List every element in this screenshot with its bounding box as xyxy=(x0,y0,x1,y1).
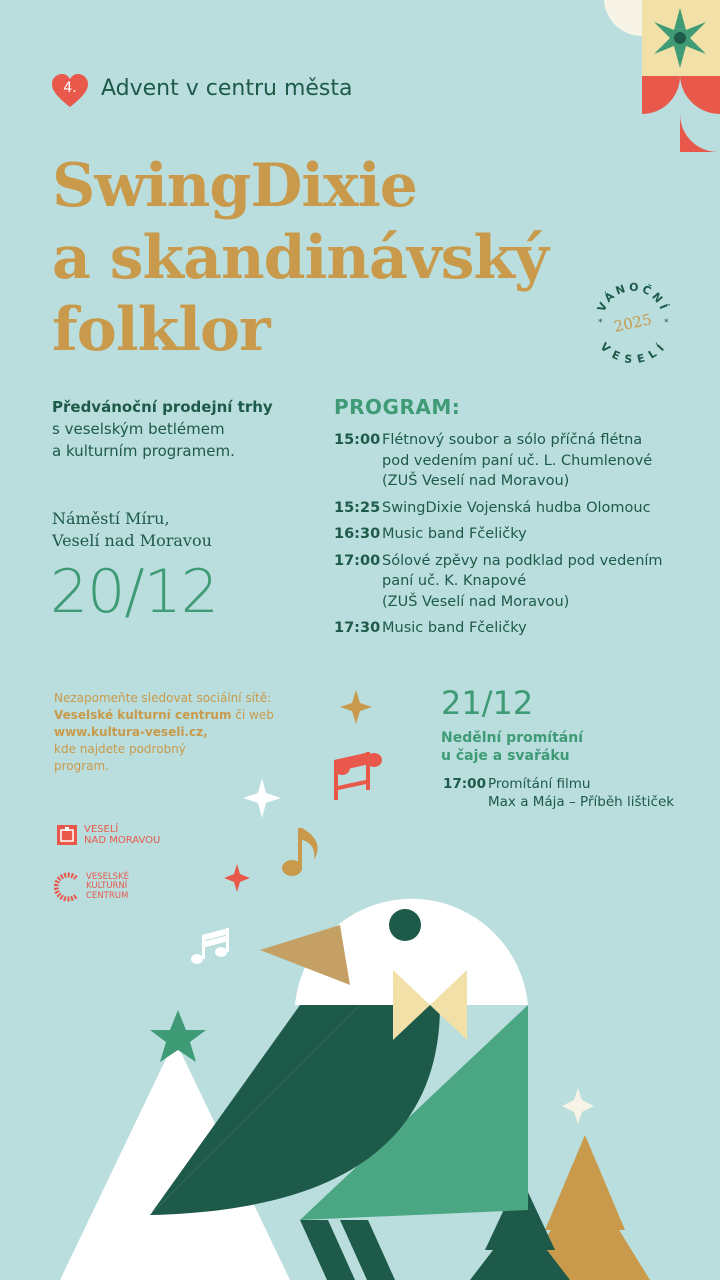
event-number: 4. xyxy=(63,80,77,96)
bird-illustration xyxy=(0,680,720,1280)
social-line: či web xyxy=(231,708,274,722)
title-line: folklor xyxy=(52,295,270,365)
corner-decoration xyxy=(600,0,720,160)
program-item xyxy=(334,551,694,613)
logo-line: NAD MORAVOU xyxy=(84,835,161,846)
stamp-top-text: VÁNOČNÍ xyxy=(594,280,672,314)
program-time: 15:25 xyxy=(334,499,381,516)
second-event-text: Promítání filmu Max a Mája – Příběh lištiček xyxy=(488,776,675,810)
intro-line: a kulturním programem. xyxy=(52,442,235,460)
program-text: Music band Fčeličky xyxy=(382,620,527,636)
svg-text:*: * xyxy=(598,318,603,328)
title-line: a skandinávský xyxy=(52,223,548,293)
intro-text xyxy=(52,396,273,462)
program-time: 17:00 xyxy=(334,552,381,569)
program-text: Sólové zpěvy na podklad pod vedením paní uč. K. Knapové (ZUŠ Veselí nad Moravou) xyxy=(382,552,663,610)
svg-text:*: * xyxy=(664,318,669,328)
svg-text:VESELÍ xyxy=(598,340,669,364)
main-date: 20/12 xyxy=(50,557,218,627)
program-text: Flétnový soubor a sólo příčná flétna pod vedením paní uč. L. Chumlenové (ZUŠ Veselí nad Moravou) xyxy=(382,432,653,489)
music-note-icon xyxy=(282,828,318,876)
second-date: 21/12 xyxy=(441,684,534,722)
program-heading: PROGRAM: xyxy=(334,395,461,419)
title-line: SwingDixie xyxy=(52,151,417,221)
program-time: 17:30 xyxy=(334,620,381,636)
program-text: SwingDixie Vojenská hudba Olomouc xyxy=(382,499,651,516)
page-title xyxy=(52,150,548,366)
social-line: program. xyxy=(54,759,110,773)
program-item xyxy=(334,618,694,639)
program-text: Music band Fčeličky xyxy=(382,526,527,542)
svg-text:VÁNOČNÍ xyxy=(595,281,671,314)
logo-line: CENTRUM xyxy=(86,890,129,901)
second-event-title: Nedělní promítání u čaje a svařáku xyxy=(441,730,584,764)
social-line: Nezapomeňte sledovat sociální sítě: xyxy=(54,691,272,705)
vanocni-veseli-stamp xyxy=(590,278,676,364)
music-note-icon xyxy=(191,928,229,964)
logo-line: KULTURNÍ xyxy=(86,881,128,892)
intro-line: s veselským betlémem xyxy=(52,420,225,438)
program-time: 15:00 xyxy=(334,432,381,448)
stamp-year: 2025 xyxy=(612,310,654,336)
web-link[interactable]: www.kultura-veseli.cz, xyxy=(54,725,208,739)
music-note-icon xyxy=(334,752,382,800)
program-item xyxy=(334,430,694,492)
kicker: Advent v centru města xyxy=(101,76,353,101)
program-item xyxy=(334,498,694,519)
social-line: kde najdete podrobný xyxy=(54,742,186,756)
venue-line: Veselí nad Moravou xyxy=(52,531,212,550)
venue xyxy=(52,508,212,552)
program-list xyxy=(334,430,694,645)
stamp-bottom-text: VESELÍ xyxy=(597,339,669,364)
program-time: 16:30 xyxy=(334,526,381,542)
intro-bold-line: Předvánoční prodejní trhy xyxy=(52,398,273,416)
logo-line: VESELSKÉ xyxy=(86,871,130,882)
venue-line: Náměstí Míru, xyxy=(52,509,170,528)
logo-line: VESELÍ xyxy=(84,824,119,835)
social-link[interactable]: Veselské kulturní centrum xyxy=(54,708,232,722)
program-item xyxy=(334,524,694,545)
second-event-time: 17:00 xyxy=(443,776,486,792)
